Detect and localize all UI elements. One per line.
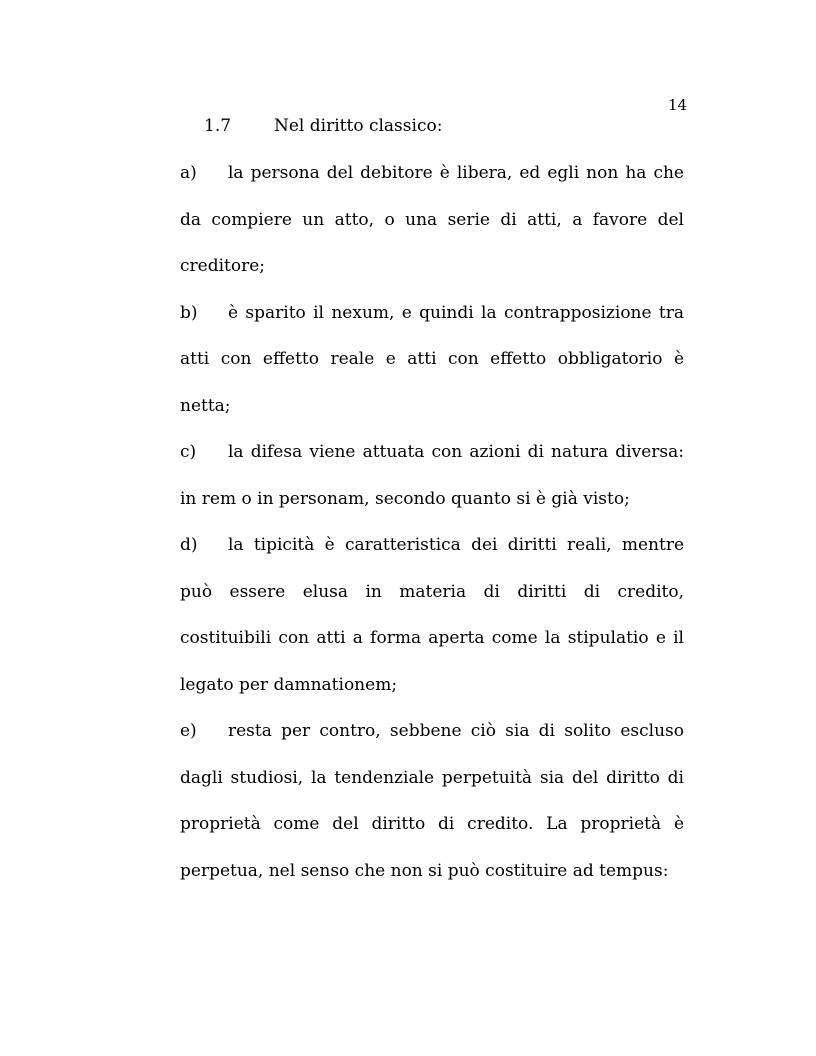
list-item-label: b): [180, 302, 198, 323]
section-number: 1.7: [204, 116, 232, 136]
list-item: [180, 708, 684, 894]
list-item: [180, 290, 684, 430]
list-item-text: resta per contro, sebbene ciò sia di solito escluso dagli studiosi, la tendenziale perpetuità sia del diritto di proprietà come del diritto di credito. La proprietà è perpetua, nel senso che non si può costituire ad tempus:: [180, 721, 684, 881]
section-title: Nel diritto classico:: [274, 116, 443, 136]
list-item-label: a): [180, 163, 197, 183]
list-item-text: la tipicità è caratteristica dei diritti reali, mentre può essere elusa in materia di diritti di credito, costituibili con atti a forma aperta come la stipulatio e il legato per damnationem;: [180, 535, 684, 695]
list-item: [180, 150, 684, 290]
list-item-text: è sparito il nexum, e quindi la contrapposizione tra atti con effetto reale e atti con effetto obbligatorio è netta;: [180, 302, 684, 416]
list-item: [180, 429, 684, 522]
list-item: [180, 522, 684, 708]
list-item-text: la difesa viene attuata con azioni di natura diversa: in rem o in personam, secondo quanto si è già visto;: [180, 442, 684, 509]
body-text: [180, 150, 684, 894]
section-heading: [204, 116, 442, 136]
page-number: 14: [668, 96, 688, 114]
list-item-text: la persona del debitore è libera, ed egli non ha che da compiere un atto, o una serie di atti, a favore del creditore;: [180, 163, 684, 276]
list-item-label: d): [180, 535, 198, 555]
list-item-label: e): [180, 721, 197, 741]
list-item-label: c): [180, 442, 197, 462]
